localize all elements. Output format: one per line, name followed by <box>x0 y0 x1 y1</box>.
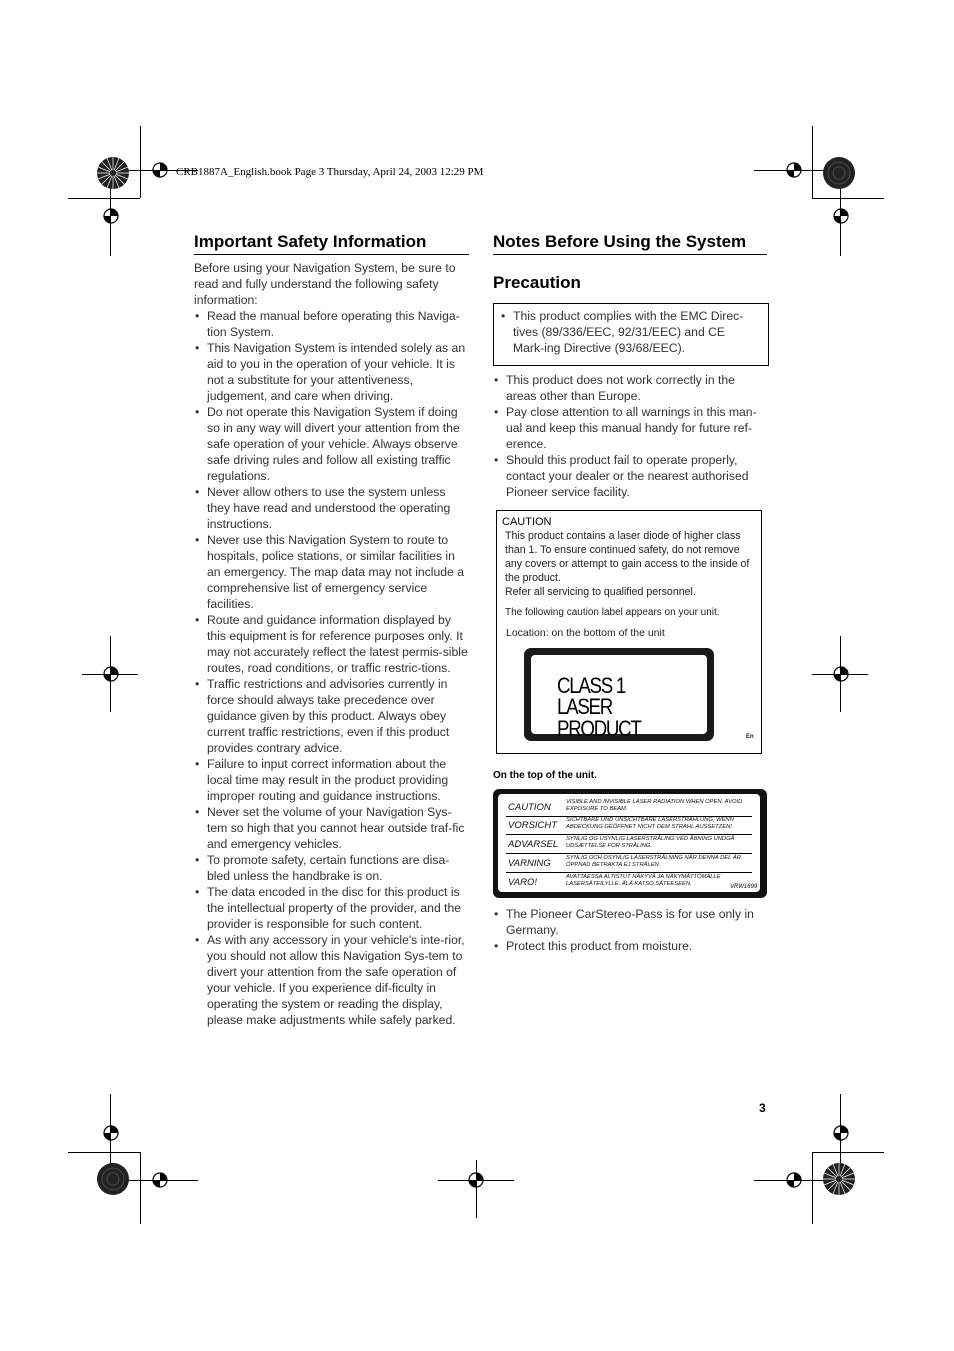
notes-heading: Notes Before Using the System <box>493 234 767 255</box>
caution-box <box>496 510 762 754</box>
list-item: • Never allow others to use the system unless they have read and understood the operating instructions. <box>194 484 469 532</box>
safety-list <box>194 308 469 1028</box>
registration-sunburst-icon <box>96 1162 130 1196</box>
warning-row: VARO! AVATTAESSA ALTISTUT NÄKYVÄ JA NÄKYMÄTTÖMÄLLE LASERSÄTEILYLLE. ÄLÄ KATSO SÄTEESEEN. <box>508 874 721 888</box>
list-item: • Traffic restrictions and advisories currently in force should always take precedence over guidance given by this product. Always obey current traffic restrictions, even if this product provides contrary advice. <box>194 676 469 756</box>
precaution-list <box>493 372 767 500</box>
laser-product-label <box>524 648 714 741</box>
precaution-heading: Precaution <box>493 273 581 292</box>
list-item: • Never use this Navigation System to route to hospitals, police stations, or similar facilities in an emergency. The map data may not include a comprehensive list of emergency service facilities. <box>194 532 469 612</box>
list-item: • Failure to input correct information about the local time may result in the product providing improper routing and guidance instructions. <box>194 756 469 804</box>
warning-row: ADVARSEL SYNLIG OG USYNLIG LASERSTRÅLING VED ÅBNING UNDGÅ UDSÆTTELSE FOR STRÅLING. <box>506 835 752 854</box>
page-number: 3 <box>759 1101 766 1115</box>
list-item: • As with any accessory in your vehicle's inte-rior, you should not allow this Navigation Sys-tem to divert your attention from the safe operation of your vehicle. If you experience dif-ficulty in operating the system or reading the display, please make adjustments while safely parked. <box>194 932 469 1028</box>
registration-sunburst-icon <box>822 1162 856 1196</box>
registration-crosshair-icon <box>464 1168 488 1192</box>
safety-intro: Before using your Navigation System, be sure to read and fully understand the following safety information: <box>194 261 456 307</box>
registration-crosshair-icon <box>99 204 123 228</box>
caution-text-3: The following caution label appears on your unit. <box>505 607 720 618</box>
caution-title: CAUTION <box>502 516 552 528</box>
registration-crosshair-icon <box>148 158 172 182</box>
registration-crosshair-icon <box>829 1121 853 1145</box>
precaution-list-block <box>493 372 767 500</box>
final-notes-block <box>493 906 767 954</box>
list-item: • This Navigation System is intended solely as an aid to you in the operation of your vehicle. It is not a substitute for your attentiveness, judgement, and care when driving. <box>194 340 469 404</box>
registration-crosshair-icon <box>782 158 806 182</box>
book-header: CRB1887A_English.book Page 3 Thursday, April 24, 2003 12:29 PM <box>176 166 484 178</box>
caution-text-2: Refer all servicing to qualified personnel. <box>505 586 696 598</box>
registration-crosshair-icon <box>782 1168 806 1192</box>
final-notes-list <box>493 906 767 954</box>
warning-row: VORSICHT SICHTBARE UND UNSICHTBARE LASERSTRAHLUNG, WENN ABDECKUNG GEÖFFNET NICHT DEM STRAHL AUSSETZEN! <box>506 816 752 835</box>
list-item: • This product does not work correctly in the areas other than Europe. <box>493 372 767 404</box>
registration-crosshair-icon <box>148 1168 172 1192</box>
laser-warning-label <box>493 789 767 898</box>
warning-row: VARNING SYNLIG OCH OSYNLIG LASERSTRÅLNING NÄR DENNA DEL ÄR ÖPPNAD BETRAKTA EJ STRÅLEN. <box>506 854 752 873</box>
caution-location: Location: on the bottom of the unit <box>506 627 665 639</box>
registration-sunburst-icon <box>96 156 130 190</box>
top-label-caption: On the top of the unit. <box>493 770 597 781</box>
list-item: • Protect this product from moisture. <box>493 938 767 954</box>
list-item: • Do not operate this Navigation System if doing so in any way will divert your attention from the safe operation of your vehicle. Always observe safe driving rules and follow all existing traffic regulations. <box>194 404 469 484</box>
list-item: • Pay close attention to all warnings in this man-ual and keep this manual handy for future ref-erence. <box>493 404 767 452</box>
registration-crosshair-icon <box>829 204 853 228</box>
list-item: • Read the manual before operating this Naviga-tion System. <box>194 308 469 340</box>
registration-sunburst-icon <box>822 156 856 190</box>
emc-note: • This product complies with the EMC Direc-tives (89/336/EEC, 92/31/EEC) and CE Mark-ing Directive (93/68/EEC). <box>500 308 758 356</box>
registration-crosshair-icon <box>99 1121 123 1145</box>
label-code: VRW1699 <box>730 884 758 890</box>
list-item: • Route and guidance information displayed by this equipment is for reference purposes only. It may not accurately reflect the latest permis-sible routes, road conditions, or traffic restric-tions. <box>194 612 469 676</box>
safety-heading: Important Safety Information <box>194 234 469 255</box>
caution-text-1: This product contains a laser diode of higher class than 1. To ensure continued safety, do not remove any covers or attempt to gain access to the inside of the product. <box>505 530 750 584</box>
list-item: • Never set the volume of your Navigation Sys-tem so high that you cannot hear outside traf-fic and emergency vehicles. <box>194 804 469 852</box>
language-code: En <box>746 734 754 740</box>
left-column <box>194 234 469 1028</box>
warning-row: CAUTION VISIBLE AND INVISIBLE LASER RADIATION WHEN OPEN. AVOID EXPOSURE TO BEAM. <box>506 798 752 817</box>
list-item: • The data encoded in the disc for this product is the intellectual property of the provider, and the provider is responsible for such content. <box>194 884 469 932</box>
registration-crosshair-icon <box>829 662 853 686</box>
precaution-block <box>493 275 767 291</box>
laser-product-text: LASER PRODUCT <box>557 694 641 741</box>
list-item: • The Pioneer CarStereo-Pass is for use only in Germany. <box>493 906 767 938</box>
right-heading-block <box>493 234 767 255</box>
registration-crosshair-icon <box>99 662 123 686</box>
list-item: • To promote safety, certain functions are disa-bled unless the handbrake is on. <box>194 852 469 884</box>
list-item: • Should this product fail to operate properly, contact your dealer or the nearest authorised Pioneer service facility. <box>493 452 767 500</box>
laser-class-text: CLASS 1 <box>557 673 625 698</box>
emc-note-box <box>493 303 769 366</box>
